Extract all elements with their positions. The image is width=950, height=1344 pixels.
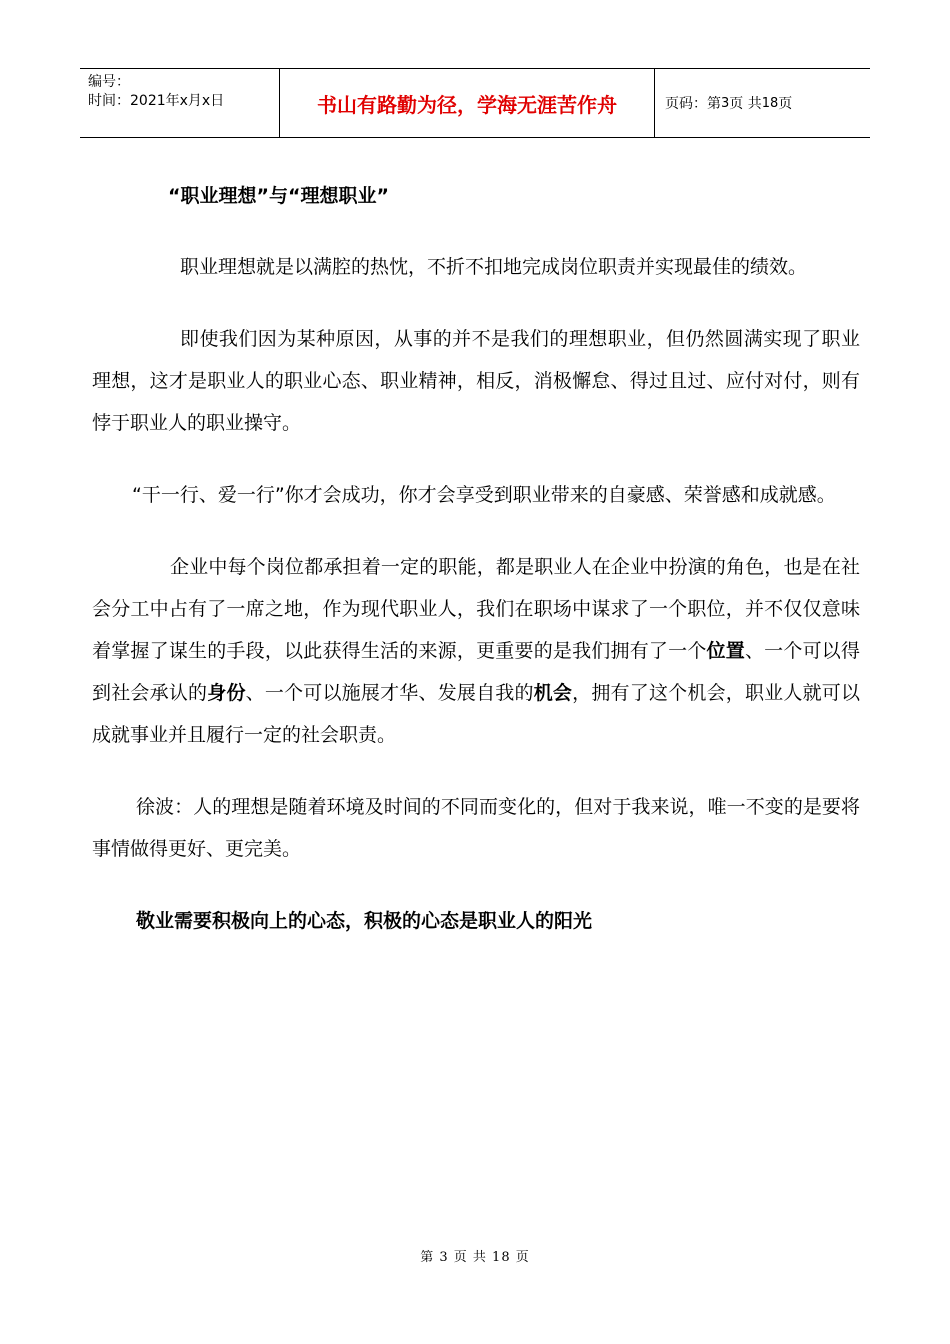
paragraph-4 [92,546,860,756]
keyword-identity: 身份 [207,682,246,704]
paragraph-4-text-4: ，拥有了这个机会，职业人就可以成就事业并且履行一定的社会职责。 [92,682,860,746]
page-suffix: 页 [778,96,793,112]
document-body [92,172,860,942]
page-header [80,68,870,138]
document-time-label: 时间：2021年x月x日 [88,93,225,109]
section-title: “职业理想”与“理想职业” [168,185,389,207]
keyword-opportunity: 机会 [533,682,573,704]
header-meta [80,69,280,137]
paragraph-3: “干一行、爱一行”你才会成功，你才会享受到职业带来的自豪感、荣誉感和成就感。 [132,484,836,506]
header-page-info [655,69,870,137]
page-footer: 第 3 页 共 18 页 [420,1250,530,1265]
page-total: 18 [761,95,779,111]
page-prefix: 页码：第 [665,96,721,112]
paragraph-4-text-2: 、一个可以得到社会承认的 [92,640,860,704]
page-current: 3 [721,95,730,111]
paragraph-4-text-1: 企业中每个岗位都承担着一定的职能，都是职业人在企业中扮演的角色，也是在社会分工中占有了一席之地，作为现代职业人，我们在职场中谋求了一个职位，并不仅仅意味着掌握了谋生的手段，以此获得生活的来源，更重要的是我们拥有了一个 [92,556,860,662]
document-number-label: 编号： [88,74,130,90]
paragraph-4-text-3: 、一个可以施展才华、发展自我的 [245,682,534,704]
paragraph-2: 即使我们因为某种原因，从事的并不是我们的理想职业，但仍然圆满实现了职业理想，这才是职业人的职业心态、职业精神，相反，消极懈怠、得过且过、应付对付，则有悖于职业人的职业操守。 [92,328,860,434]
keyword-position: 位置 [706,640,745,662]
header-motto: 书山有路勤为径，学海无涯苦作舟 [280,69,655,137]
paragraph-1: 职业理想就是以满腔的热忱，不折不扣地完成岗位职责并实现最佳的绩效。 [180,256,808,278]
section-heading-2: 敬业需要积极向上的心态，积极的心态是职业人的阳光 [136,910,593,932]
page-mid: 页 共 [729,96,762,112]
paragraph-5: 徐波：人的理想是随着环境及时间的不同而变化的，但对于我来说，唯一不变的是要将事情做得更好、更完美。 [92,796,860,860]
